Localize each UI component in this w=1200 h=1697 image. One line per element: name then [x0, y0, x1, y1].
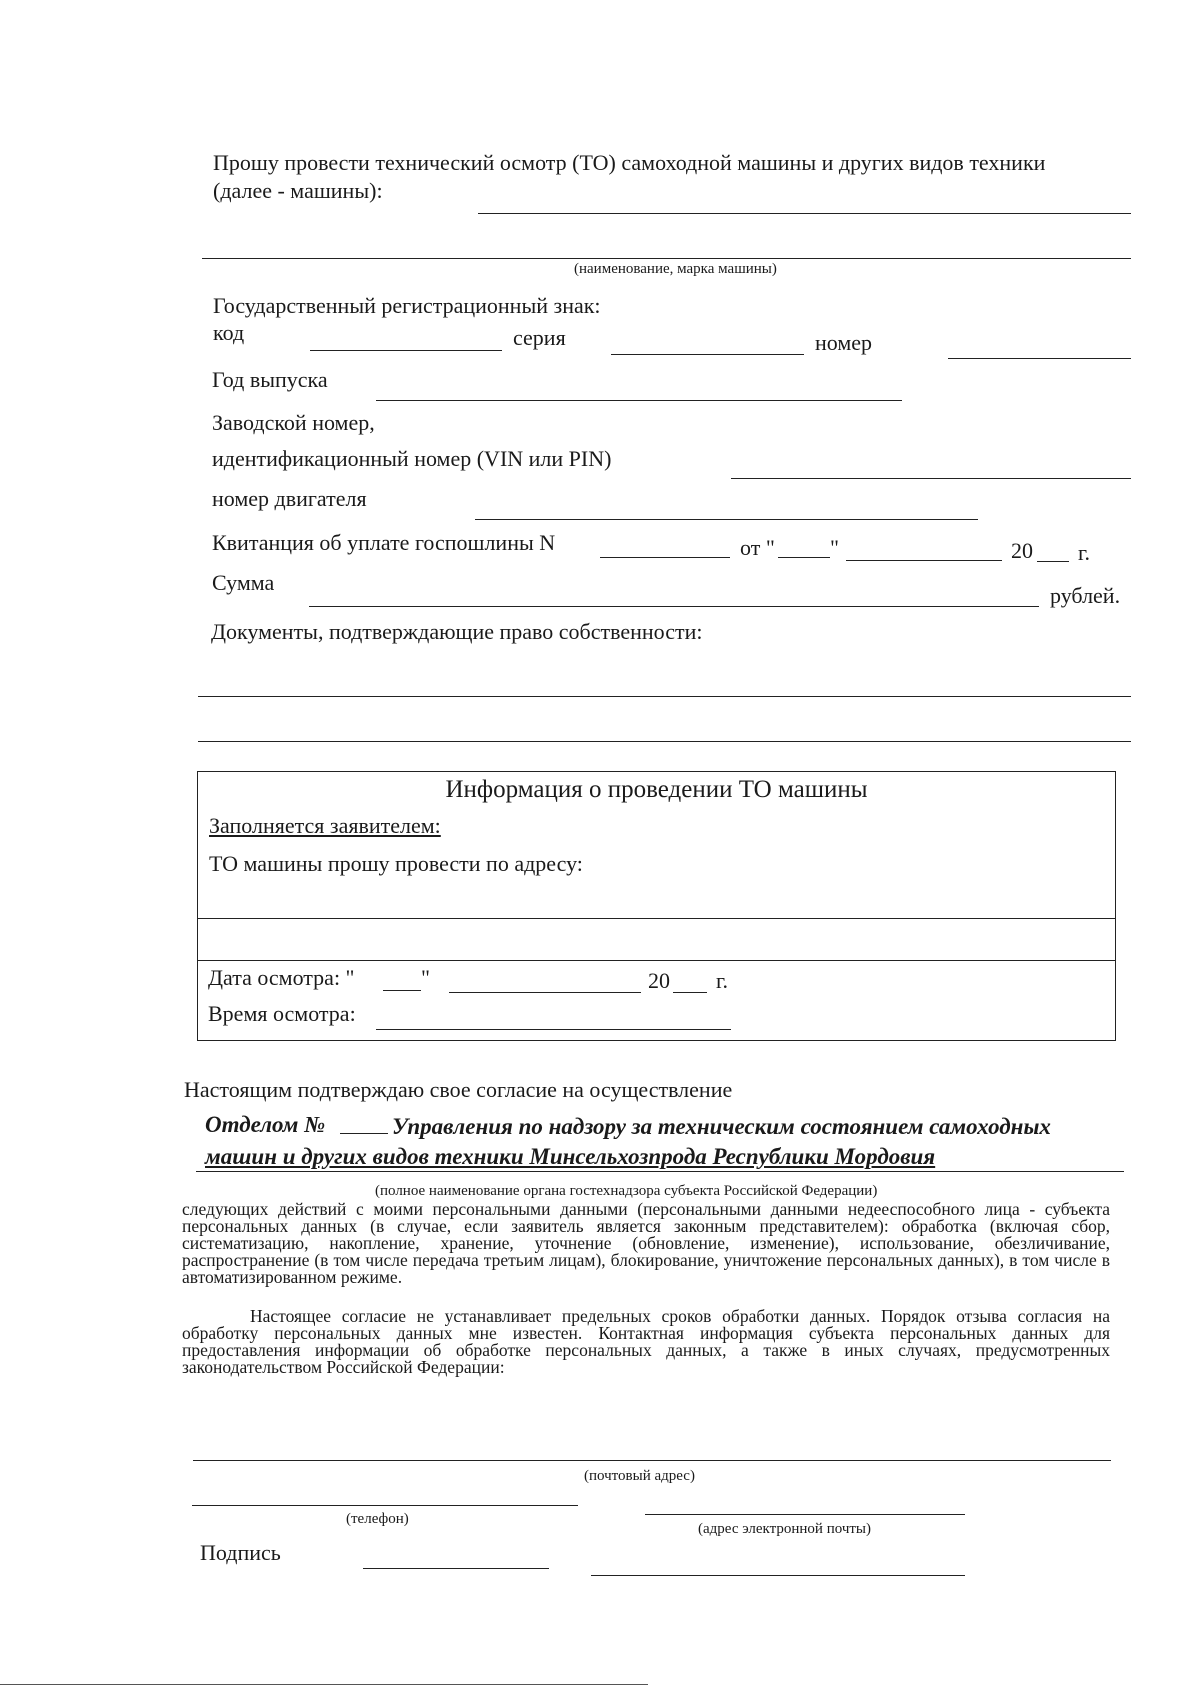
machine-name-caption: (наименование, марка машины): [574, 261, 777, 277]
vin-label: идентификационный номер (VIN или PIN): [212, 446, 612, 471]
signature-name-field[interactable]: [591, 1575, 965, 1576]
factory-number-label: Заводской номер,: [212, 410, 375, 435]
inspection-address-field-line-1[interactable]: [197, 918, 1116, 919]
inspection-address-label: ТО машины прошу провести по адресу:: [209, 851, 583, 876]
org-name-line: [196, 1171, 1124, 1172]
signature-field[interactable]: [363, 1568, 549, 1569]
email-field[interactable]: [645, 1514, 965, 1515]
receipt-label: Квитанция об уплате госпошлины N: [212, 530, 556, 555]
org-line-1-prefix: Отделом №: [205, 1112, 326, 1137]
inspection-year-prefix: 20: [648, 968, 670, 993]
sum-unit: рублей.: [1050, 583, 1121, 608]
code-label: код: [213, 320, 245, 345]
vin-field[interactable]: [731, 478, 1131, 479]
engine-field[interactable]: [475, 519, 978, 520]
inspection-time-field[interactable]: [376, 1029, 731, 1030]
consent-paragraph-1: следующих действий с моими персональными данными (персональными данными недееспособного лица - субъекта персональных данных (в случае, если заявитель является законным представителем): обработка (включая сбор, систематизацию, накопление, хранение, уточнение (обновление, изменение), использование, обезличивание, распространение (в том числе передача третьим лицам), блокирование, уничтожение персональных данных), в том числе в автоматизированном режиме.: [182, 1199, 1110, 1287]
phone-field[interactable]: [192, 1505, 578, 1506]
machine-name-field-line-1[interactable]: [478, 213, 1131, 214]
signature-label: Подпись: [200, 1540, 281, 1565]
inspection-month-field[interactable]: [449, 992, 641, 993]
receipt-month-field[interactable]: [846, 560, 1002, 561]
inspection-date-quote-close: ": [421, 965, 430, 990]
inspection-time-label: Время осмотра:: [208, 1001, 356, 1026]
org-line-1-main: Управления по надзору за техническим состоянием самоходных: [392, 1114, 1051, 1139]
inspection-address-field-line-2[interactable]: [197, 960, 1116, 961]
ownership-field-line-1[interactable]: [198, 696, 1131, 697]
postal-address-field[interactable]: [193, 1460, 1111, 1461]
number-label: номер: [815, 330, 873, 355]
postal-address-caption: (почтовый адрес): [584, 1468, 695, 1484]
engine-label: номер двигателя: [212, 486, 367, 511]
phone-caption: (телефон): [346, 1511, 409, 1527]
inspection-date-label: Дата осмотра: ": [208, 965, 355, 990]
series-field[interactable]: [611, 354, 804, 355]
inspection-year-suffix: г.: [716, 968, 729, 993]
filled-by-applicant-label: Заполняется заявителем:: [209, 813, 441, 838]
inspection-box-title: Информация о проведении ТО машины: [445, 776, 868, 803]
series-label: серия: [513, 325, 566, 350]
receipt-number-field[interactable]: [600, 557, 730, 558]
department-number-field[interactable]: [340, 1133, 388, 1134]
inspection-year-field[interactable]: [673, 992, 707, 993]
receipt-year-suffix: г.: [1078, 540, 1091, 565]
org-caption: (полное наименование органа гостехнадзора субъекта Российской Федерации): [375, 1183, 878, 1199]
sum-field[interactable]: [309, 606, 1039, 607]
consent-intro: Настоящим подтверждаю свое согласие на осуществление: [184, 1077, 733, 1102]
receipt-day-field[interactable]: [778, 557, 830, 558]
inspection-day-field[interactable]: [383, 990, 421, 991]
year-label: Год выпуска: [212, 367, 328, 392]
number-field[interactable]: [948, 358, 1131, 359]
sum-label: Сумма: [212, 570, 275, 595]
org-line-2: машин и других видов техники Минсельхозпрода Республики Мордовия: [205, 1144, 936, 1169]
receipt-year-prefix: 20: [1011, 538, 1033, 563]
receipt-from-label: от ": [740, 535, 775, 560]
registration-title: Государственный регистрационный знак:: [213, 293, 601, 318]
machine-name-field-line-2[interactable]: [202, 258, 1131, 259]
receipt-quote-close: ": [830, 535, 839, 560]
scan-edge-line: [0, 1684, 648, 1685]
ownership-label: Документы, подтверждающие право собственности:: [211, 619, 703, 644]
ownership-field-line-2[interactable]: [198, 741, 1131, 742]
request-line-2: (далее - машины):: [213, 178, 383, 203]
consent-paragraph-2: Настоящее согласие не устанавливает предельных сроков обработки данных. Порядок отзыва согласия на обработку персональных данных мне известен. Контактная информация субъекта персональных данных для предоставления информации об обработке персональных данных, а также в иных случаях, предусмотренных законодательством Российской Федерации:: [182, 1306, 1110, 1377]
request-line-1: Прошу провести технический осмотр (ТО) самоходной машины и других видов техники: [213, 150, 1046, 175]
year-field[interactable]: [376, 400, 902, 401]
code-field[interactable]: [310, 350, 502, 351]
email-caption: (адрес электронной почты): [698, 1521, 872, 1537]
receipt-year-field[interactable]: [1037, 561, 1069, 562]
